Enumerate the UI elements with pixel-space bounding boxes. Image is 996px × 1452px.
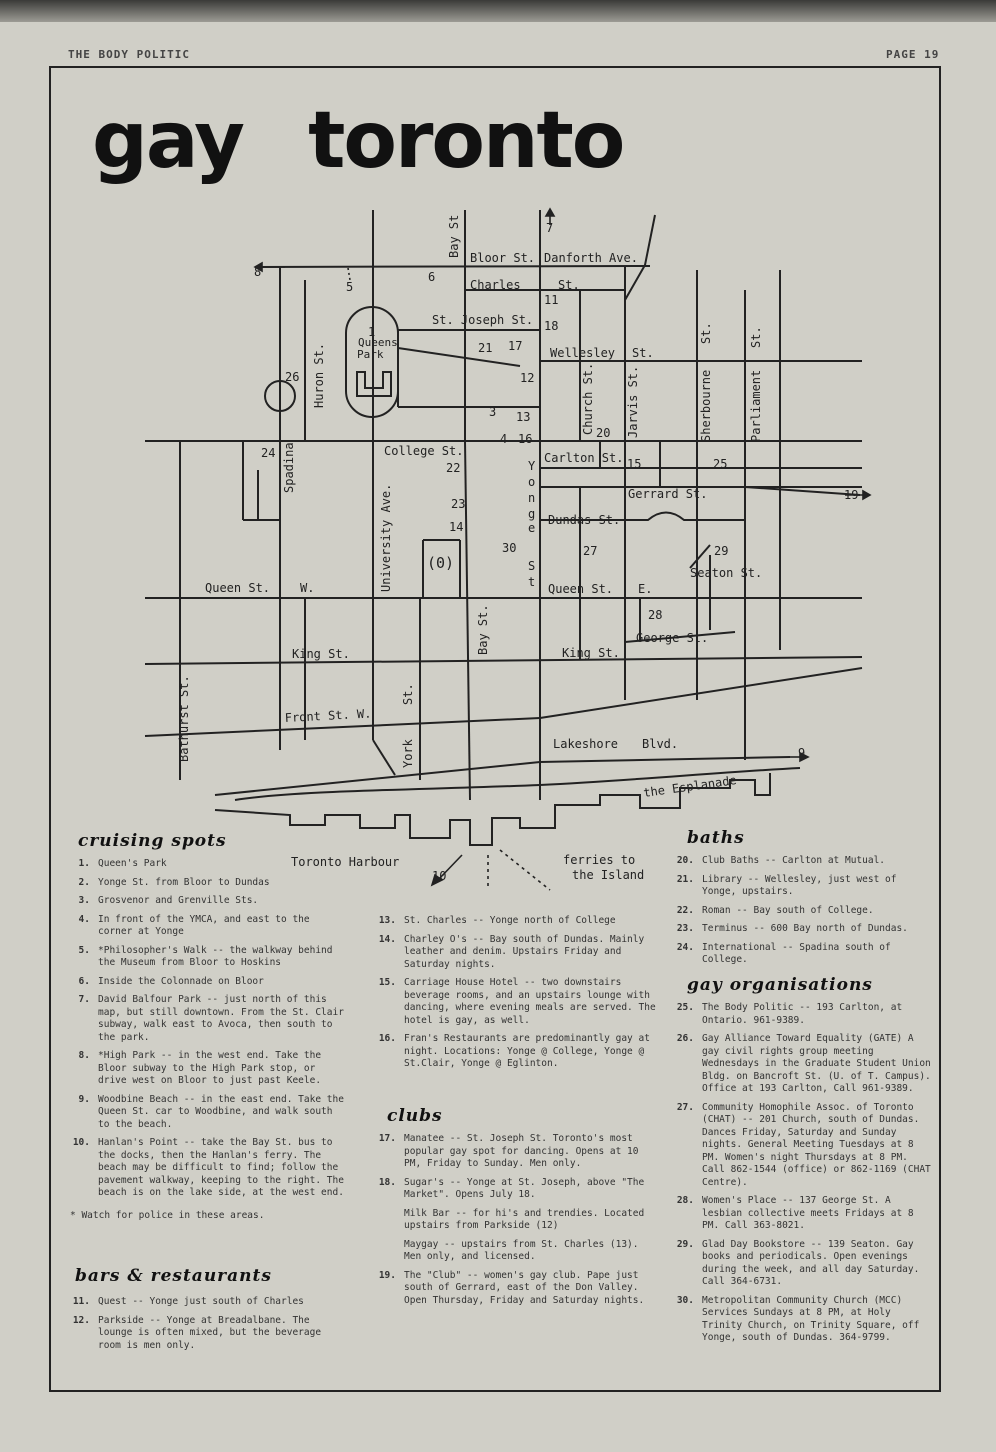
item-number: 5. [78,944,90,956]
item-number: 13. [378,915,396,926]
item-text: Roman -- Bay south of College. [702,904,874,916]
item-text: Parkside -- Yonge at Breadalbane. The lounge is often mixed, but the beverage room is men only. [98,1314,322,1351]
list-item [668,923,934,936]
marker-22: 22 [446,461,461,475]
item-text: David Balfour Park -- just north of this map, but still downtown. From the St. Clair subway, walk east to Avoca, then south to the park. [98,994,344,1043]
marker-16: 16 [518,432,533,446]
item-number: 8. [78,1050,90,1061]
item-text: Milk Bar -- for hi's and trendies. Located upstairs from Parkside (12) [404,1207,645,1231]
item-number: 23. [676,923,694,934]
marker-27: 27 [583,544,598,558]
marker-21: 21 [478,341,493,355]
label-bloor: Bloor St. [470,251,536,265]
item-number: 26. [676,1033,694,1044]
label-bathurst: Bathurst St. [177,675,191,762]
list-item [64,1315,346,1353]
item-text: Manatee -- St. Joseph St. Toronto's most popular gay spot for dancing. Opens at 10 PM, Friday to Sunday. Men only. [404,1133,639,1169]
label-bay-north: Bay St [447,214,461,258]
item-number: 15. [378,977,396,988]
label-ferries: ferries to [563,853,636,867]
marker-23: 23 [451,497,466,511]
label-college: College St. [384,444,464,458]
clubs-list [370,1133,660,1313]
label-lakeshore: Lakeshore [553,737,619,751]
item-number: 7. [78,994,90,1005]
label-dundas: Dundas St. [548,513,621,527]
item-text: Fran's Restaurants are predominantly gay at night. Locations: Yonge @ College, Yonge @ St.Clair, Yonge @ Eglinton. [404,1033,650,1069]
marker-24: 24 [261,446,276,460]
item-text: Charley O's -- Bay south of Dundas. Mainly leather and denim. Upstairs Friday and Saturday nights. [404,933,645,970]
label-george: George St. [636,631,709,645]
item-number: 24. [676,941,694,953]
list-item [668,1239,934,1289]
label-front: Front St. W. [284,706,372,725]
list-item [64,994,346,1044]
clubs-heading: clubs [387,1106,443,1126]
item-text: Metropolitan Community Church (MCC) Services Sundays at 8 PM, at Holy Trinity Church, on Trinity Square, off Yonge, south of Dundas. 364-9799. [702,1294,920,1343]
list-item [370,1208,660,1233]
list-item [64,1094,346,1132]
list-item [64,1050,346,1088]
list-item [64,1296,346,1309]
item-text: Women's Place -- 137 George St. A lesbian collective meets Fridays at 8 PM. Call 363-8021. [702,1195,914,1231]
bars-list-continued [370,915,660,1077]
item-text: Woodbine Beach -- in the east end. Take the Queen St. car to Woodbine, and walk south to the beach. [98,1093,344,1130]
list-item [370,1033,660,1071]
label-king-e: King St. [562,646,620,660]
item-number: 20. [676,855,694,866]
label-harbour: Toronto Harbour [291,855,400,869]
list-item [370,915,660,928]
item-number: 28. [676,1195,694,1206]
marker-28: 28 [648,608,663,622]
item-number: 10. [72,1137,90,1148]
label-york: York [401,739,415,768]
item-text: Library -- Wellesley, just west of Yonge, upstairs. [702,873,897,897]
marker-7: 7 [546,221,554,235]
bars-heading: bars & restaurants [75,1266,272,1286]
label-yonge-o: o [528,475,536,489]
marker-11: 11 [544,293,559,307]
item-number [370,1239,404,1264]
marker-20: 20 [596,426,611,440]
list-item [668,855,934,868]
label-bay-south: Bay St. [476,604,490,655]
label-queens: Queens [358,336,398,349]
list-item [64,1137,346,1200]
item-number: 25. [676,1002,694,1013]
item-number: 16. [378,1033,396,1044]
list-item [64,945,346,970]
marker-30: 30 [502,541,517,555]
item-number: 19. [378,1269,396,1281]
label-parliament: Parliament [749,369,763,442]
item-number: 17. [378,1133,396,1144]
page-title: gay toronto [92,96,624,186]
orgs-list [668,1002,934,1351]
list-item [370,934,660,972]
item-number: 1. [78,858,90,869]
label-sherbourne: Sherbourne [699,369,713,442]
item-text: The "Club" -- women's gay club. Pape just south of Gerrard, east of the Don Valley. Open Thursday, Friday and Saturday nights. [404,1269,645,1306]
marker-29: 29 [714,544,729,558]
marker-17: 17 [508,339,523,353]
direction-arrows [255,209,870,890]
marker-1: 1 [368,325,376,339]
label-spadina: Spadina [282,442,296,493]
label-carlton: Carlton St. [544,451,624,465]
item-number: 6. [78,975,90,987]
item-number [370,1208,404,1233]
marker-0: (0) [427,554,455,572]
list-item [668,1002,934,1027]
label-york-st: St. [401,683,415,705]
item-number: 27. [676,1101,694,1113]
list-item [370,1239,660,1264]
item-number: 11. [72,1296,90,1307]
item-number: 3. [78,895,90,906]
running-head: THE BODY POLITIC [68,48,190,61]
marker-8: 8 [254,265,262,279]
item-number: 12. [72,1314,90,1326]
item-text: Glad Day Bookstore -- 139 Seaton. Gay books and periodicals. Open evenings during the week, and all day Saturday. Call 364-6731. [702,1238,920,1287]
list-item [64,895,346,908]
list-item [668,942,934,967]
label-parliament-st: St. [749,326,763,348]
marker-12: 12 [520,371,535,385]
label-lakeshore-blvd: Blvd. [642,737,679,751]
label-jarvis: Jarvis St. [626,365,640,438]
label-esplanade: the Esplanade [642,773,738,800]
list-item [668,1102,934,1190]
label-charles-st: St. [558,278,580,292]
label-sherbourne-st: St. [699,322,713,344]
baths-heading: baths [687,828,745,848]
orgs-heading: gay organisations [687,975,873,995]
label-university: University Ave. [379,483,393,592]
marker-4: 4 [500,432,508,446]
marker-5: 5 [346,280,354,294]
label-yonge-t: t [528,575,536,589]
list-item [668,874,934,899]
item-text: Gay Alliance Toward Equality (GATE) A gay civil rights group meeting Wednesdays in the Graduate Student Union Bldg. on Bancroft St. (U. of T. Campus). Office at 193 Carlton, Call 961-9389. [702,1033,931,1094]
label-charles: Charles [470,278,521,292]
marker-6: 6 [428,270,436,284]
marker-25: 25 [713,457,728,471]
label-yonge-y: Y [528,459,536,473]
item-text: Yonge St. from Bloor to Dundas [98,876,270,888]
list-item [370,1177,660,1202]
item-text: Community Homophile Assoc. of Toronto (CHAT) -- 201 Church, south of Dundas. Dances Friday, Saturday and Sunday nights. General Meeting Tuesdays at 8 PM. Women's night Thursdays at 8 PM. Call 862-1544 (office) or 862-1169 (CHAT Centre). [702,1101,931,1188]
marker-13: 13 [516,410,531,424]
item-number: 22. [676,904,694,916]
marker-18: 18 [544,319,559,333]
marker-9: 9 [798,746,806,760]
label-yonge-e: e [528,521,536,535]
police-note: * Watch for police in these areas. [70,1209,265,1221]
list-item [668,1033,934,1096]
street-lines [145,210,862,845]
item-number: 29. [676,1238,694,1250]
label-queen-w-dir: W. [300,581,315,595]
list-item [64,976,346,989]
label-queen-e: Queen St. [548,582,614,596]
label-seaton: Seaton St. [690,566,763,580]
item-text: Grosvenor and Grenville Sts. [98,895,259,906]
list-item [668,1195,934,1233]
marker-3: 3 [489,405,497,419]
label-queen-w: Queen St. [205,581,271,595]
marker-14: 14 [449,520,464,534]
bars-list [64,1296,346,1358]
label-king-w: King St. [292,647,350,661]
list-item [64,914,346,939]
marker-26: 26 [285,370,300,384]
item-number: 4. [78,913,90,925]
item-number: 18. [378,1176,396,1188]
item-number: 30. [676,1294,694,1306]
item-text: In front of the YMCA, and east to the corner at Yonge [98,913,310,937]
item-text: Terminus -- 600 Bay north of Dundas. [702,923,908,934]
item-text: Hanlan's Point -- take the Bay St. bus to the docks, then the Hanlan's ferry. The beach may be difficult to find; follow the pavement walkway, keeping to the right. The beach is on the lake side, at the west end. [98,1137,344,1198]
marker-10: 10 [432,869,447,883]
label-wellesley: Wellesley [550,346,616,360]
marker-15: 15 [627,457,642,471]
item-text: Quest -- Yonge just south of Charles [98,1296,304,1307]
label-yonge-g: g [528,507,536,521]
label-queen-e-dir: E. [638,582,653,596]
cruising-list [64,858,346,1222]
item-number: 21. [676,873,694,885]
item-text: Club Baths -- Carlton at Mutual. [702,855,886,866]
item-text: Maygay -- upstairs from St. Charles (13). Men only, and licensed. [404,1238,639,1262]
label-huron: Huron St. [312,342,326,408]
item-number: 9. [78,1093,90,1105]
item-number: 14. [378,933,396,945]
item-text: Carriage House Hotel -- two downstairs beverage rooms, and an upstairs lounge with dancing, where evening meals are served. The hotel is gay, as well. [404,977,656,1026]
label-church: Church St. [581,362,595,435]
list-item [668,1295,934,1345]
item-text: International -- Spadina south of College. [702,941,891,965]
list-item [668,905,934,918]
label-gerrard: Gerrard St. [628,487,708,501]
baths-list [668,855,934,973]
label-island: the Island [572,868,645,882]
label-yonge-s: S [528,559,536,573]
page-number: PAGE 19 [886,48,940,61]
list-item [370,1270,660,1308]
label-wellesley-st: St. [632,346,654,360]
label-st-joseph: St. Joseph St. [432,313,534,327]
label-danforth: Danforth Ave. [544,251,638,265]
list-item [64,858,346,871]
item-text: Sugar's -- Yonge at St. Joseph, above "The Market". Opens July 18. [404,1176,645,1200]
list-item [370,977,660,1027]
item-text: *High Park -- in the west end. Take the Bloor subway to the High Park stop, or drive west on Bloor to just past Keele. [98,1050,322,1086]
item-number: 2. [78,876,90,888]
item-text: Queen's Park [98,858,167,869]
list-item [64,877,346,890]
label-yonge-n: n [528,491,536,505]
item-text: St. Charles -- Yonge north of College [404,915,616,926]
item-text: Inside the Colonnade on Bloor [98,975,264,987]
label-park: Park [357,348,384,361]
marker-19: 19 [844,488,859,502]
item-text: The Body Politic -- 193 Carlton, at Ontario. 961-9389. [702,1002,903,1026]
list-item [370,1133,660,1171]
cruising-heading: cruising spots [78,831,227,851]
item-text: *Philosopher's Walk -- the walkway behind the Museum from Bloor to Hoskins [98,944,333,968]
